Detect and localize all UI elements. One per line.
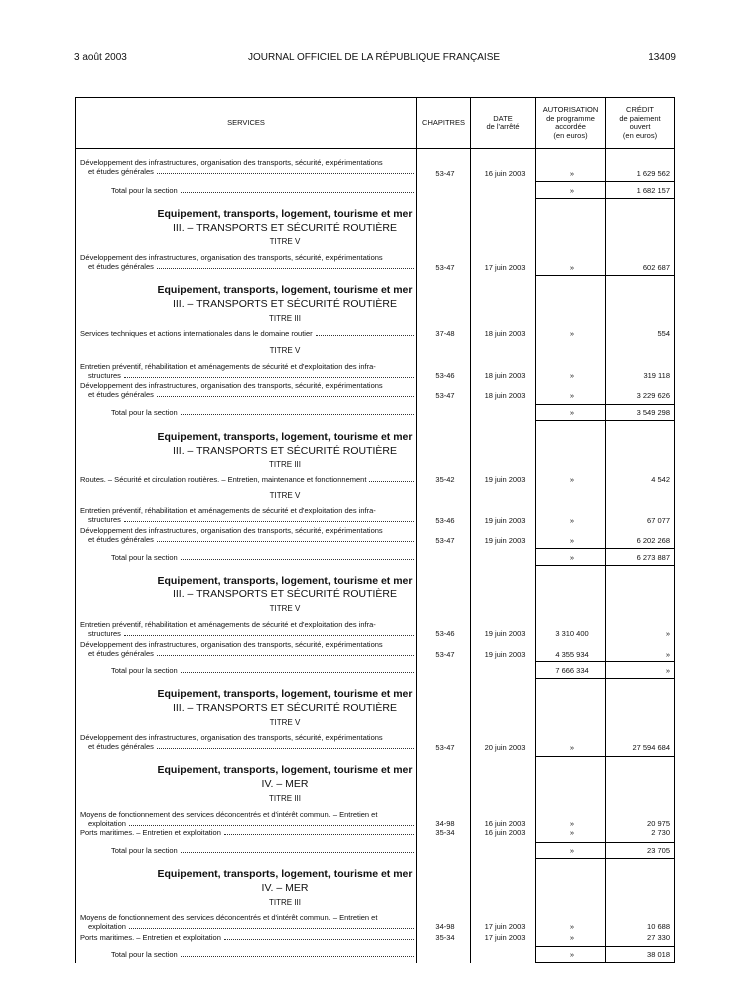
autorisation: » bbox=[569, 828, 575, 837]
chapitre: 53-47 bbox=[435, 536, 455, 545]
credit: 38 018 bbox=[647, 950, 670, 959]
service-label: Moyens de fonctionnement des services déconcentrés et d'intérêt commun. – Entretien et bbox=[80, 913, 378, 922]
date: 18 juin 2003 bbox=[484, 391, 526, 400]
credit: 1 682 157 bbox=[636, 186, 670, 195]
header-title: JOURNAL OFFICIEL DE LA RÉPUBLIQUE FRANÇAISE bbox=[247, 52, 501, 63]
ministry-title: Equipement, transports, logement, tourisme et mer bbox=[157, 208, 413, 220]
col-rule bbox=[674, 97, 675, 963]
autorisation: » bbox=[569, 819, 575, 828]
titre-label: TITRE V bbox=[269, 718, 301, 727]
autorisation: » bbox=[569, 743, 575, 752]
date: 19 juin 2003 bbox=[484, 536, 526, 545]
date: 16 juin 2003 bbox=[484, 819, 526, 828]
credit: 554 bbox=[657, 329, 670, 338]
autorisation: 3 310 400 bbox=[555, 629, 589, 638]
credit: 27 330 bbox=[647, 933, 670, 942]
total-label: Total pour la section bbox=[111, 950, 178, 959]
section-title: III. – TRANSPORTS ET SÉCURITÉ ROUTIÈRE bbox=[172, 445, 398, 457]
titre-label: TITRE V bbox=[269, 346, 301, 355]
credit: » bbox=[665, 650, 670, 659]
ministry-title: Equipement, transports, logement, tourisme et mer bbox=[157, 575, 413, 587]
section-title: IV. – MER bbox=[261, 882, 309, 894]
credit: 6 202 268 bbox=[636, 536, 670, 545]
service-label: Développement des infrastructures, organisation des transports, sécurité, expérimentations bbox=[80, 733, 383, 742]
section-title: III. – TRANSPORTS ET SÉCURITÉ ROUTIÈRE bbox=[172, 702, 398, 714]
titre-label: TITRE III bbox=[269, 898, 301, 907]
total-rule bbox=[535, 678, 674, 679]
date: 17 juin 2003 bbox=[484, 922, 526, 931]
autorisation: » bbox=[569, 846, 575, 855]
credit: 4 542 bbox=[651, 475, 670, 484]
total-rule bbox=[535, 198, 674, 199]
credit: 3 229 626 bbox=[636, 391, 670, 400]
credit: » bbox=[665, 666, 670, 675]
chapitre: 53-47 bbox=[435, 650, 455, 659]
autorisation: » bbox=[569, 553, 575, 562]
credit: 3 549 298 bbox=[636, 408, 670, 417]
chapitre: 35-34 bbox=[435, 933, 455, 942]
service-label: structures bbox=[88, 371, 121, 380]
titre-label: TITRE III bbox=[269, 794, 301, 803]
autorisation: » bbox=[569, 950, 575, 959]
credit: 6 273 887 bbox=[636, 553, 670, 562]
service-label: Routes. – Sécurité et circulation routières. – Entretien, maintenance et fonctionnement bbox=[80, 475, 367, 484]
service-label: Entretien préventif, réhabilitation et aménagements de sécurité et d'exploitation des infra- bbox=[80, 362, 376, 371]
autorisation: » bbox=[569, 933, 575, 942]
credit: 602 687 bbox=[642, 263, 670, 272]
block-rule bbox=[535, 756, 674, 757]
autorisation: » bbox=[569, 329, 575, 338]
service-label: Entretien préventif, réhabilitation et aménagements de sécurité et d'exploitation des infra- bbox=[80, 620, 376, 629]
service-label: Développement des infrastructures, organisation des transports, sécurité, expérimentations bbox=[80, 158, 383, 167]
section-title: IV. – MER bbox=[261, 778, 309, 790]
total-rule bbox=[535, 404, 674, 405]
credit: » bbox=[665, 629, 670, 638]
credit: 1 629 562 bbox=[636, 169, 670, 178]
chapitre: 34-98 bbox=[435, 819, 455, 828]
section-title: III. – TRANSPORTS ET SÉCURITÉ ROUTIÈRE bbox=[172, 222, 398, 234]
total-rule bbox=[535, 962, 674, 963]
service-label: exploitation bbox=[88, 819, 126, 828]
total-rule bbox=[535, 420, 674, 421]
section-title: III. – TRANSPORTS ET SÉCURITÉ ROUTIÈRE bbox=[172, 588, 398, 600]
col-header-credit: CRÉDIT de paiement ouvert (en euros) bbox=[619, 105, 661, 140]
date: 19 juin 2003 bbox=[484, 629, 526, 638]
date: 16 juin 2003 bbox=[484, 169, 526, 178]
autorisation: 7 666 334 bbox=[555, 666, 589, 675]
service-label: Développement des infrastructures, organisation des transports, sécurité, expérimentations bbox=[80, 640, 383, 649]
service-label: Entretien préventif, réhabilitation et aménagements de sécurité et d'exploitation des infra- bbox=[80, 506, 376, 515]
total-rule bbox=[535, 946, 674, 947]
page-number: 13409 bbox=[648, 52, 676, 63]
service-label: Développement des infrastructures, organisation des transports, sécurité, expérimentations bbox=[80, 526, 383, 535]
credit: 23 705 bbox=[647, 846, 670, 855]
chapitre: 53-46 bbox=[435, 629, 455, 638]
date: 18 juin 2003 bbox=[484, 329, 526, 338]
total-label: Total pour la section bbox=[111, 408, 178, 417]
autorisation: » bbox=[569, 516, 575, 525]
total-label: Total pour la section bbox=[111, 553, 178, 562]
date: 20 juin 2003 bbox=[484, 743, 526, 752]
date: 19 juin 2003 bbox=[484, 475, 526, 484]
titre-label: TITRE V bbox=[269, 491, 301, 500]
chapitre: 53-47 bbox=[435, 743, 455, 752]
credit: 2 730 bbox=[651, 828, 670, 837]
total-label: Total pour la section bbox=[111, 846, 178, 855]
service-label: et études générales bbox=[88, 167, 154, 176]
col-header-chapitres: CHAPITRES bbox=[422, 117, 465, 127]
titre-label: TITRE III bbox=[269, 314, 301, 323]
date: 17 juin 2003 bbox=[484, 263, 526, 272]
col-header-services: SERVICES bbox=[227, 117, 265, 127]
chapitre: 53-46 bbox=[435, 371, 455, 380]
chapitre: 35-42 bbox=[435, 475, 455, 484]
section-title: III. – TRANSPORTS ET SÉCURITÉ ROUTIÈRE bbox=[172, 298, 398, 310]
chapitre: 53-47 bbox=[435, 263, 455, 272]
service-label: et études générales bbox=[88, 742, 154, 751]
ministry-title: Equipement, transports, logement, tourisme et mer bbox=[157, 431, 413, 443]
date: 16 juin 2003 bbox=[484, 828, 526, 837]
service-label: Développement des infrastructures, organisation des transports, sécurité, expérimentations bbox=[80, 381, 383, 390]
chapitre: 53-47 bbox=[435, 391, 455, 400]
chapitre: 34-98 bbox=[435, 922, 455, 931]
chapitre: 53-47 bbox=[435, 169, 455, 178]
titre-label: TITRE V bbox=[269, 237, 301, 246]
col-header-autorisation: AUTORISATION de programme accordée (en euros) bbox=[542, 105, 599, 140]
autorisation: » bbox=[569, 186, 575, 195]
titre-label: TITRE V bbox=[269, 604, 301, 613]
autorisation: » bbox=[569, 371, 575, 380]
credit: 10 688 bbox=[647, 922, 670, 931]
chapitre: 35-34 bbox=[435, 828, 455, 837]
credit: 319 118 bbox=[643, 371, 670, 380]
autorisation: » bbox=[569, 263, 575, 272]
total-rule bbox=[535, 181, 674, 182]
service-label: et études générales bbox=[88, 390, 154, 399]
ministry-title: Equipement, transports, logement, tourisme et mer bbox=[157, 764, 413, 776]
header-date: 3 août 2003 bbox=[74, 52, 127, 63]
service-label: structures bbox=[88, 515, 121, 524]
autorisation: » bbox=[569, 475, 575, 484]
autorisation: » bbox=[569, 169, 575, 178]
total-rule bbox=[535, 548, 674, 549]
date: 19 juin 2003 bbox=[484, 650, 526, 659]
autorisation: » bbox=[569, 922, 575, 931]
ministry-title: Equipement, transports, logement, tourisme et mer bbox=[157, 688, 413, 700]
total-label: Total pour la section bbox=[111, 186, 178, 195]
chapitre: 53-46 bbox=[435, 516, 455, 525]
service-label: et études générales bbox=[88, 262, 154, 271]
service-label: structures bbox=[88, 629, 121, 638]
credit: 67 077 bbox=[647, 516, 670, 525]
service-label: et études générales bbox=[88, 535, 154, 544]
total-rule bbox=[535, 565, 674, 566]
service-label: Services techniques et actions internationales dans le domaine routier bbox=[80, 329, 313, 338]
date: 17 juin 2003 bbox=[484, 933, 526, 942]
col-rule bbox=[605, 97, 606, 963]
autorisation: 4 355 934 bbox=[555, 650, 589, 659]
total-rule bbox=[535, 858, 674, 859]
autorisation: » bbox=[569, 408, 575, 417]
block-rule bbox=[535, 275, 674, 276]
ministry-title: Equipement, transports, logement, tourisme et mer bbox=[157, 284, 413, 296]
ministry-title: Equipement, transports, logement, tourisme et mer bbox=[157, 868, 413, 880]
service-label: Ports maritimes. – Entretien et exploitation bbox=[80, 933, 221, 942]
service-label: Moyens de fonctionnement des services déconcentrés et d'intérêt commun. – Entretien et bbox=[80, 810, 378, 819]
credit: 20 975 bbox=[647, 819, 670, 828]
service-label: exploitation bbox=[88, 922, 126, 931]
service-label: et études générales bbox=[88, 649, 154, 658]
autorisation: » bbox=[569, 536, 575, 545]
chapitre: 37-48 bbox=[435, 329, 455, 338]
date: 19 juin 2003 bbox=[484, 516, 526, 525]
titre-label: TITRE III bbox=[269, 460, 301, 469]
total-label: Total pour la section bbox=[111, 666, 178, 675]
service-label: Ports maritimes. – Entretien et exploitation bbox=[80, 828, 221, 837]
table-header-rule bbox=[75, 148, 675, 149]
autorisation: » bbox=[569, 391, 575, 400]
service-label: Développement des infrastructures, organisation des transports, sécurité, expérimentations bbox=[80, 253, 383, 262]
total-rule bbox=[535, 661, 674, 662]
total-rule bbox=[535, 842, 674, 843]
date: 18 juin 2003 bbox=[484, 371, 526, 380]
col-header-date: DATE de l'arrêté bbox=[486, 113, 520, 131]
credit: 27 594 684 bbox=[632, 743, 670, 752]
